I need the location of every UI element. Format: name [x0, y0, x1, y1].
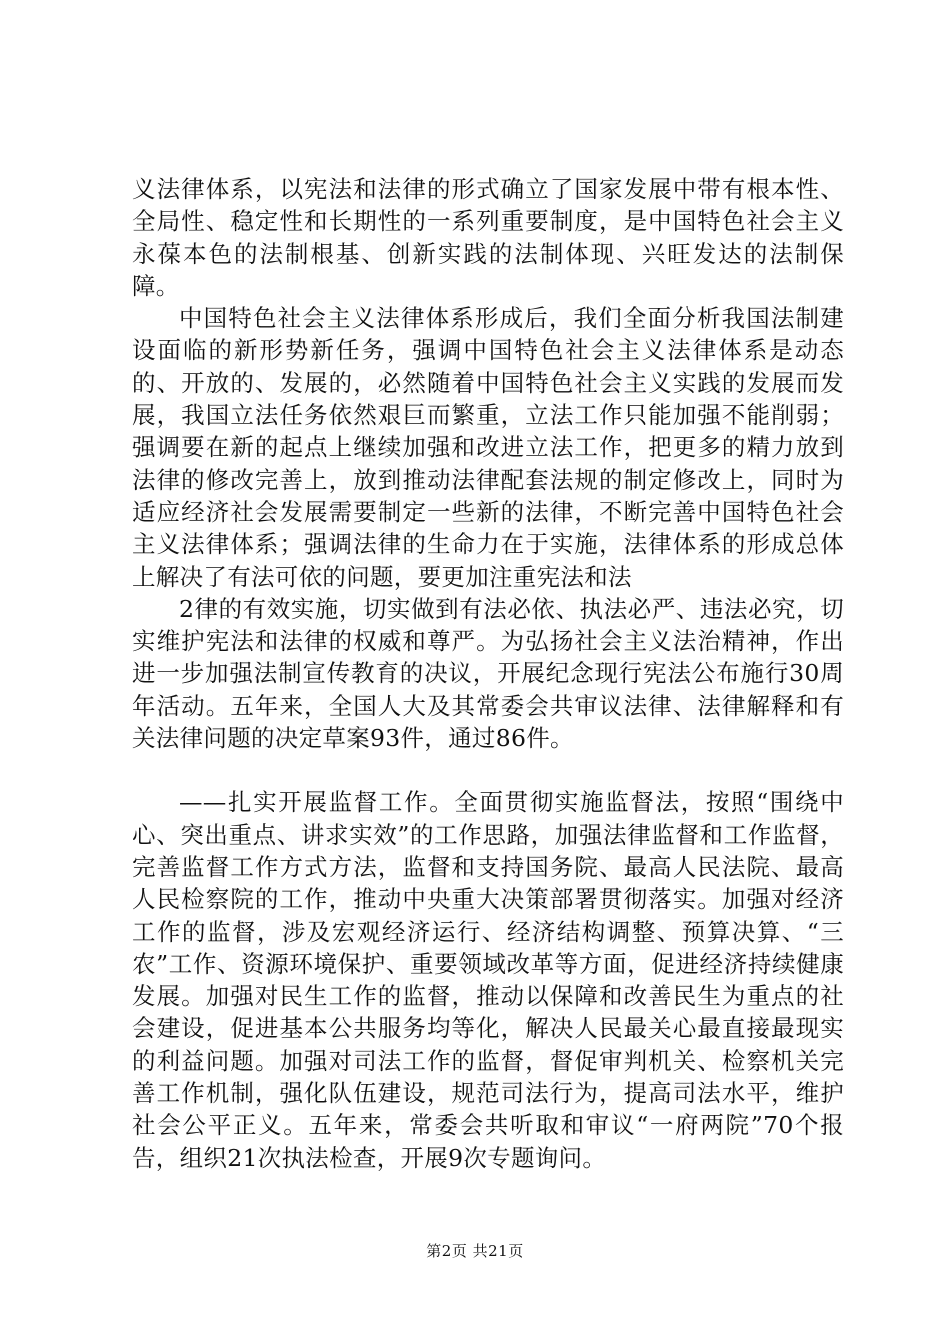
- paragraph-legal-system: 中国特色社会主义法律体系形成后，我们全面分析我国法制建设面临的新形势新任务，强调中国特色社会主义法律体系是动态的、开放的、发展的，必然随着中国特色社会主义实践的发展而发展，我国立法任务依然艰巨而繁重，立法工作只能加强不能削弱；强调要在新的起点上继续加强和改进立法工作，把更多的精力放到法律的修改完善上，放到推动法律配套法规的制定修改上，同时为适应经济社会发展需要制定一些新的法律，不断完善中国特色社会主义法律体系；强调法律的生命力在于实施，法律体系的形成总体上解决了有法可依的问题，要更加注重宪法和法: [132, 304, 844, 591]
- document-body: [132, 173, 844, 1174]
- page-footer: 第2页 共21页: [426, 1242, 524, 1260]
- paragraph-legislation-results: 2律的有效实施，切实做到有法必依、执法必严、违法必究，切实维护宪法和法律的权威和尊严。为弘扬社会主义法治精神，作出进一步加强法制宣传教育的决议，开展纪念现行宪法公布施行30周年活动。五年来，全国人大及其常委会共审议法律、法律解释和有关法律问题的决定草案93件，通过86件。: [132, 594, 844, 753]
- paragraph-supervision-work: ——扎实开展监督工作。全面贯彻实施监督法，按照“围绕中心、突出重点、讲求实效”的工作思路，加强法律监督和工作监督，完善监督工作方式方法，监督和支持国务院、最高人民法院、最高人民检察院的工作，推动中央重大决策部署贯彻落实。加强对经济工作的监督，涉及宏观经济运行、经济结构调整、预算决算、“三农”工作、资源环境保护、重要领域改革等方面，促进经济持续健康发展。加强对民生工作的监督，推动以保障和改善民生为重点的社会建设，促进基本公共服务均等化，解决人民最关心最直接最现实的利益问题。加强对司法工作的监督，督促审判机关、检察机关完善工作机制，强化队伍建设，规范司法行为，提高司法水平，维护社会公平正义。五年来，常委会共听取和审议“一府两院”70个报告，组织21次执法检查，开展9次专题询问。: [132, 788, 844, 1172]
- paragraph-continuation: 义法律体系，以宪法和法律的形式确立了国家发展中带有根本性、全局性、稳定性和长期性的一系列重要制度，是中国特色社会主义永葆本色的法制根基、创新实践的法制体现、兴旺发达的法制保障。: [132, 175, 844, 300]
- paragraph-spacer: [132, 754, 844, 786]
